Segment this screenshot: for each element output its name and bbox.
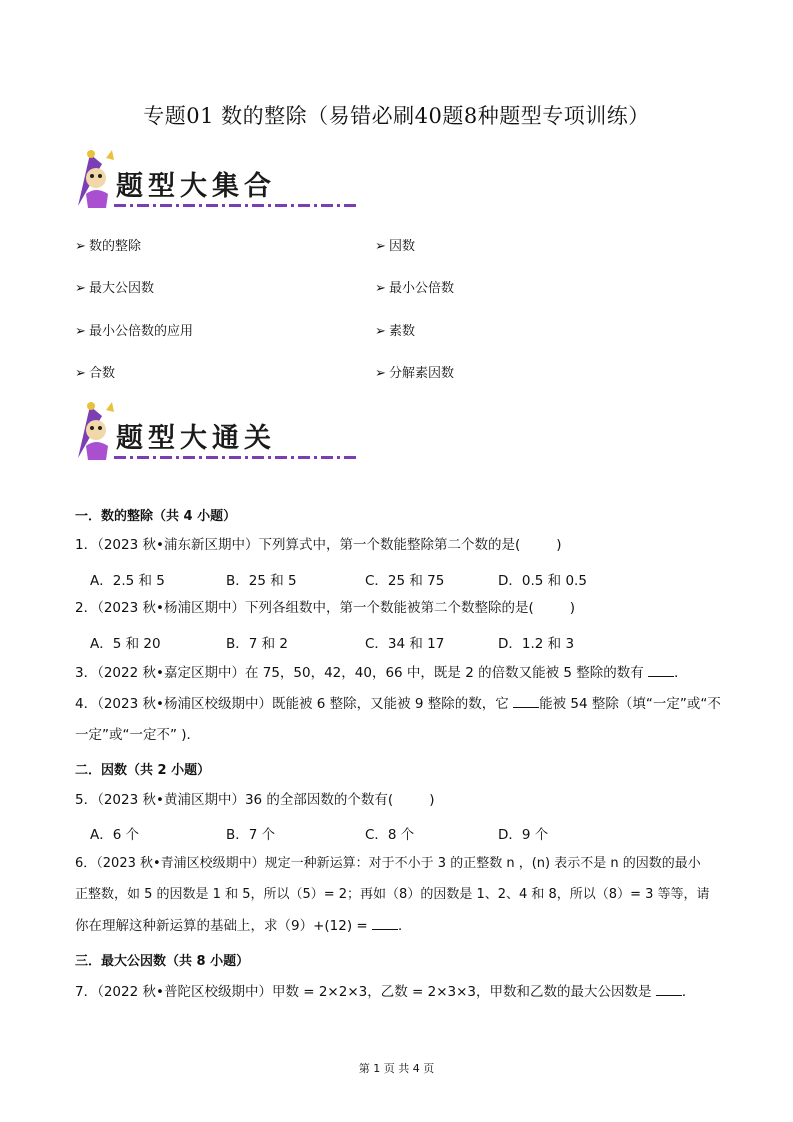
option-b[interactable]: B．7 和 2 [226, 636, 289, 652]
wizard-mascot-icon [72, 400, 118, 462]
arrow-bullet-icon: ➢ [375, 366, 386, 381]
answer-blank[interactable] [513, 695, 539, 708]
toc-item-composites[interactable]: ➢ 合数 [75, 366, 116, 381]
toc-item-factors[interactable]: ➢ 因数 [375, 239, 416, 254]
section-heading-factors: 二．因数（共 2 小题） [75, 763, 211, 778]
page-title: 专题01 数的整除（易错必刷40题8种题型专项训练） [143, 104, 650, 128]
option-a[interactable]: A．6 个 [90, 827, 140, 843]
banner-topic-mastery [72, 400, 302, 464]
option-c[interactable]: C．25 和 75 [365, 573, 445, 589]
question-4-continued: 一定”或“一定不” )． [75, 727, 201, 743]
answer-blank[interactable] [648, 664, 674, 677]
answer-blank[interactable] [656, 983, 682, 996]
question-2: 2．（2023 秋•杨浦区期中）下列各组数中，第一个数能被第二个数整除的是( ) [75, 600, 576, 616]
toc-item-primes[interactable]: ➢ 素数 [375, 324, 416, 339]
question-1: 1．（2023 秋•浦东新区期中）下列算式中，第一个数能整除第二个数的是( ) [75, 537, 562, 553]
arrow-bullet-icon: ➢ [375, 281, 386, 296]
option-a[interactable]: A．2.5 和 5 [90, 573, 165, 589]
question-5: 5．（2023 秋•黄浦区期中）36 的全部因数的个数有( ) [75, 792, 435, 808]
option-b[interactable]: B．25 和 5 [226, 573, 297, 589]
toc-item-prime-factorization[interactable]: ➢ 分解素因数 [375, 366, 455, 381]
section-heading-gcd: 三．最大公因数（共 8 小题） [75, 954, 250, 969]
banner-topic-collection [72, 148, 302, 212]
wizard-mascot-icon [72, 148, 118, 210]
question-6-line-3: 你在理解这种新运算的基础上，求（9）+(12) = ． [75, 918, 412, 934]
section-heading-divisibility: 一．数的整除（共 4 小题） [75, 509, 237, 524]
question-6-line-2: 正整数，如 5 的因数是 1 和 5，所以（5）= 2；再如（8）的因数是 1、2、4 和 8，所以（8）= 3 等等，请 [75, 887, 710, 902]
arrow-bullet-icon: ➢ [375, 239, 386, 254]
toc-item-lcm[interactable]: ➢ 最小公倍数 [375, 281, 455, 296]
question-6: 6．（2023 秋•青浦区校级期中）规定一种新运算：对于不小于 3 的正整数 n ，(n) 表示不是 n 的因数的最小 [75, 856, 701, 871]
option-d[interactable]: D．0.5 和 0.5 [498, 573, 587, 589]
arrow-bullet-icon: ➢ [75, 239, 86, 254]
option-d[interactable]: D．9 个 [498, 827, 549, 843]
page-footer: 第 1 页 共 4 页 [358, 1062, 435, 1075]
banner-title: 题型大集合 [116, 171, 276, 202]
banner-title: 题型大通关 [116, 423, 276, 454]
toc-item-gcd[interactable]: ➢ 最大公因数 [75, 281, 155, 296]
option-a[interactable]: A．5 和 20 [90, 636, 161, 652]
option-c[interactable]: C．8 个 [365, 827, 415, 843]
option-c[interactable]: C．34 和 17 [365, 636, 445, 652]
option-b[interactable]: B．7 个 [226, 827, 276, 843]
option-d[interactable]: D．1.2 和 3 [498, 636, 575, 652]
answer-blank[interactable] [372, 917, 398, 930]
arrow-bullet-icon: ➢ [75, 281, 86, 296]
toc-item-divisibility[interactable]: ➢ 数的整除 [75, 239, 142, 254]
toc-item-lcm-application[interactable]: ➢ 最小公倍数的应用 [75, 324, 194, 339]
question-7: 7．（2022 秋•普陀区校级期中）甲数 = 2×2×3，乙数 = 2×3×3，甲数和乙数的最大公因数是 ． [75, 984, 696, 1000]
question-3: 3．（2022 秋•嘉定区期中）在 75，50，42，40，66 中，既是 2 的倍数又能被 5 整除的数有 ． [75, 665, 688, 681]
arrow-bullet-icon: ➢ [75, 324, 86, 339]
arrow-bullet-icon: ➢ [75, 366, 86, 381]
banner-underline [114, 204, 360, 207]
arrow-bullet-icon: ➢ [375, 324, 386, 339]
banner-underline [114, 456, 360, 459]
question-4: 4．（2023 秋•杨浦区校级期中）既能被 6 整除，又能被 9 整除的数，它 能被 54 整除（填“一定”或“不 [75, 696, 721, 712]
